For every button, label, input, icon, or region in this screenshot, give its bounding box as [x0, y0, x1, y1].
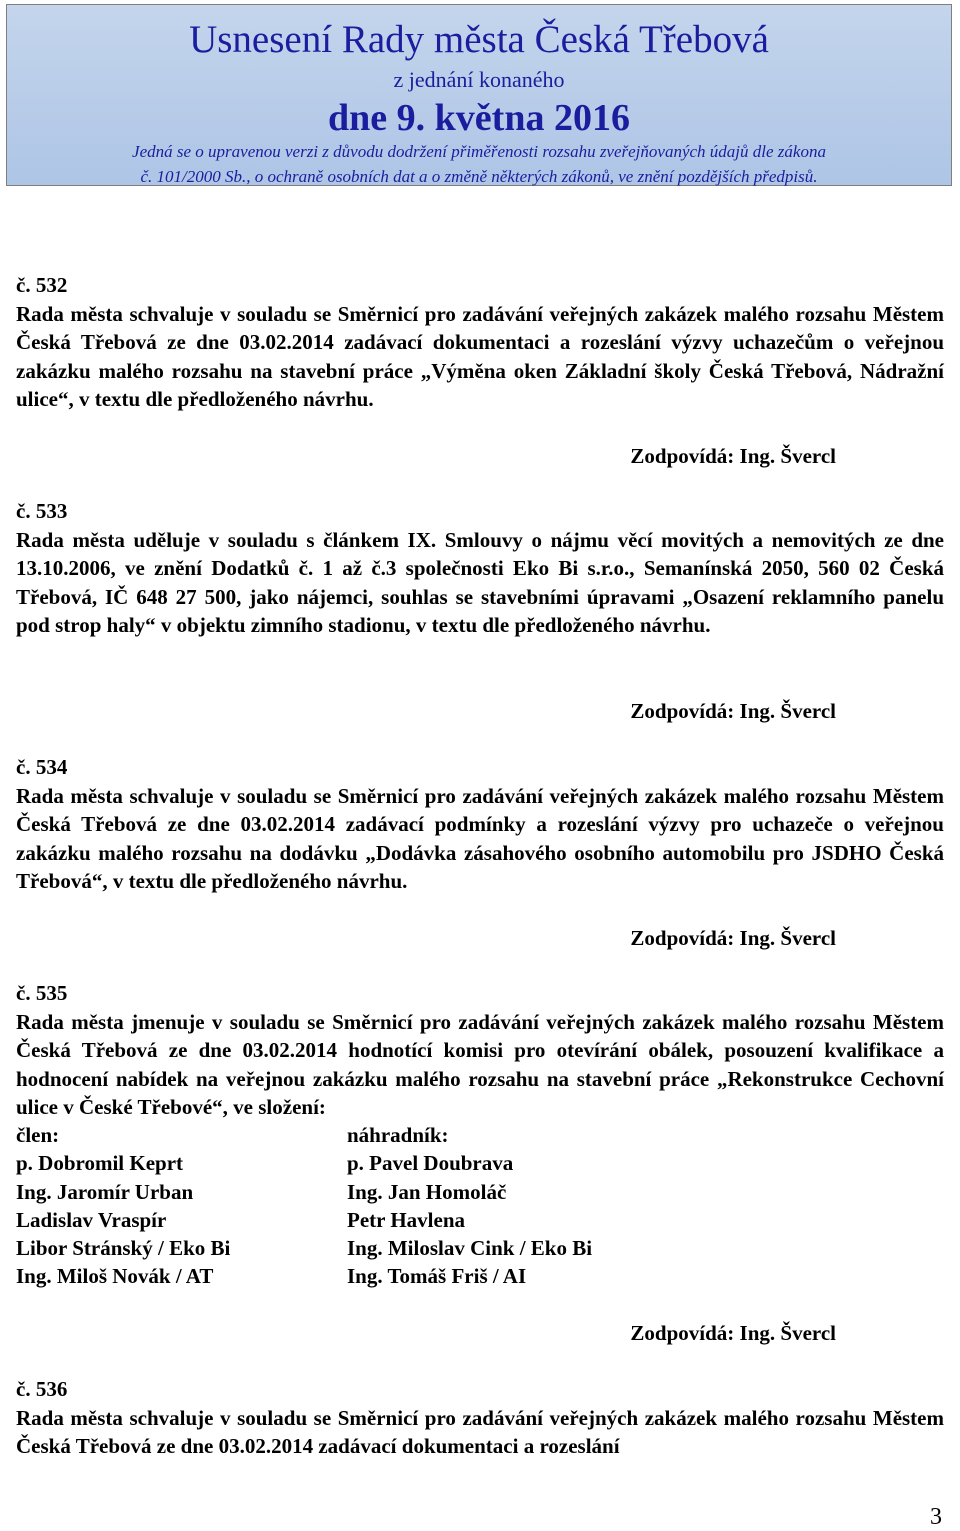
committee-row — [16, 1178, 716, 1206]
committee-member: Ladislav Vraspír — [16, 1207, 167, 1232]
committee-member: p. Dobromil Keprt — [16, 1151, 184, 1176]
meeting-date: dne 9. května 2016 — [328, 97, 630, 139]
resolution-number-535: č. 535 — [16, 981, 68, 1005]
committee-member: Ing. Jaromír Urban — [16, 1179, 194, 1204]
resolution-text-536: Rada města schvaluje v souladu se Směrnicí pro zadávání veřejných zakázek malého rozsahu Městem Česká Třebová ze dne 03.02.2014 zadávací dokumentaci a rozeslání — [16, 1406, 944, 1459]
resolution-text-532: Rada města schvaluje v souladu se Směrnicí pro zadávání veřejných zakázek malého rozsahu Městem Česká Třebová ze dne 03.02.2014 zadávací dokumentaci a rozeslání výzvy uchazečům o veřejnou zakázku malého rozsahu na stavební práce „Výměna oken Základní školy Česká Třebová, Nádražní ulice“, v textu dle předloženého návrhu. — [16, 302, 944, 411]
committee-substitute: Ing. Tomáš Friš / AI — [347, 1264, 527, 1289]
resolution-text-535: Rada města jmenuje v souladu se Směrnicí pro zadávání veřejných zakázek malého rozsahu Městem Česká Třebová ze dne 03.02.2014 hodnotící komisi pro otevírání obálek, posouzení kvalifikace a hodnocení nabídek na veřejnou zakázku malého rozsahu na stavební práce „Rekonstrukce Cechovní ulice v České Třebové“, ve složení: — [16, 1010, 944, 1119]
resolution-number-532: č. 532 — [16, 273, 68, 297]
committee-row — [16, 1149, 716, 1177]
committee-member: Ing. Miloš Novák / AT — [16, 1264, 214, 1289]
privacy-note-line2: č. 101/2000 Sb., o ochraně osobních dat a o změně některých zákonů, ve znění pozdějších předpisů. — [140, 167, 818, 186]
privacy-note-line1: Jedná se o upravenou verzi z důvodu dodržení přiměřenosti rozsahu zveřejňovaných údajů dle zákona — [132, 142, 826, 161]
responsible-533: Zodpovídá: Ing. Švercl — [630, 699, 836, 723]
responsible-535: Zodpovídá: Ing. Švercl — [630, 1321, 836, 1345]
substitutes-header: náhradník: — [347, 1123, 449, 1147]
resolution-number-536: č. 536 — [16, 1377, 68, 1401]
document-title: Usnesení Rady města Česká Třebová — [189, 18, 769, 61]
page-number: 3 — [930, 1504, 942, 1530]
committee-table — [16, 1121, 716, 1291]
responsible-534: Zodpovídá: Ing. Švercl — [630, 926, 836, 950]
resolution-text-533: Rada města uděluje v souladu s článkem IX. Smlouvy o nájmu věcí movitých a nemovitých ze dne 13.10.2006, ve znění Dodatků č. 1 až č.3 společnosti Eko Bi s.r.o., Semanínská 2050, 560 02 Česká Třebová, IČ 648 27 500, jako nájemci, souhlas se stavebními úpravami „Osazení reklamního panelu pod strop haly“ v objektu zimního stadionu, v textu dle předloženého návrhu. — [16, 528, 944, 637]
responsible-532: Zodpovídá: Ing. Švercl — [630, 444, 836, 468]
committee-member: Libor Stránský / Eko Bi — [16, 1236, 231, 1261]
resolution-text-534: Rada města schvaluje v souladu se Směrnicí pro zadávání veřejných zakázek malého rozsahu Městem Česká Třebová ze dne 03.02.2014 zadávací podmínky a rozeslání výzvy pro uchazeče o veřejnou zakázku malého rozsahu na dodávku „Dodávka zásahového osobního automobilu pro JSDHO Česká Třebová“, v textu dle předloženého návrhu. — [16, 784, 944, 893]
document-subtitle: z jednání konaného — [393, 67, 565, 92]
committee-row — [16, 1262, 716, 1290]
committee-substitute: p. Pavel Doubrava — [347, 1151, 514, 1176]
committee-substitute: Ing. Miloslav Cink / Eko Bi — [347, 1236, 593, 1261]
committee-substitute: Petr Havlena — [347, 1207, 466, 1232]
resolution-number-534: č. 534 — [16, 755, 68, 779]
committee-row — [16, 1234, 716, 1262]
resolution-number-533: č. 533 — [16, 499, 68, 523]
document-header — [6, 4, 952, 186]
committee-row — [16, 1206, 716, 1234]
members-header: člen: — [16, 1123, 60, 1147]
committee-header-row — [16, 1121, 716, 1149]
committee-substitute: Ing. Jan Homoláč — [347, 1179, 507, 1204]
